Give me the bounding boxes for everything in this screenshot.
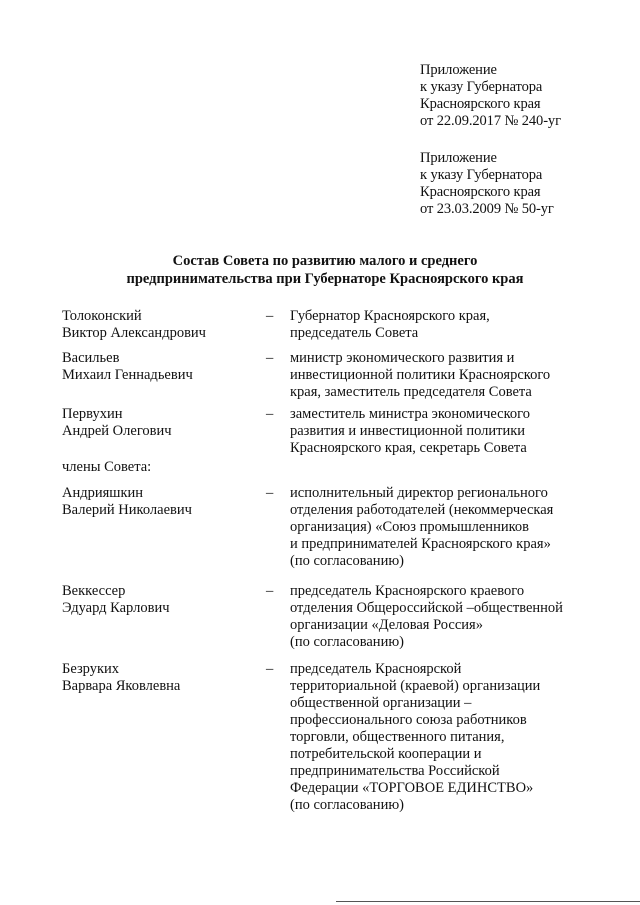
role-line: организация) «Союз промышленников bbox=[290, 519, 529, 535]
members-label: члены Совета: bbox=[62, 459, 152, 475]
role-line: председатель Красноярской bbox=[290, 661, 462, 677]
member-role bbox=[290, 583, 620, 651]
member-name bbox=[62, 350, 262, 384]
role-line: (по согласованию) bbox=[290, 634, 404, 650]
dash-separator: – bbox=[266, 406, 274, 422]
role-line: общественной организации – bbox=[290, 695, 472, 711]
document-title bbox=[90, 252, 560, 288]
role-line: министр экономического развития и bbox=[290, 350, 515, 366]
member-surname: Безруких bbox=[62, 661, 120, 677]
member-surname: Васильев bbox=[62, 350, 120, 366]
role-line: председатель Совета bbox=[290, 325, 419, 341]
member-name bbox=[62, 406, 262, 440]
member-given-names: Эдуард Карлович bbox=[62, 600, 170, 616]
member-name bbox=[62, 485, 262, 519]
role-line: (по согласованию) bbox=[290, 797, 404, 813]
member-role bbox=[290, 350, 620, 401]
member-surname: Андрияшкин bbox=[62, 485, 144, 501]
role-line: Красноярского края, секретарь Совета bbox=[290, 440, 527, 456]
dash-separator: – bbox=[266, 583, 274, 599]
member-given-names: Валерий Николаевич bbox=[62, 502, 192, 518]
annex-line: от 22.09.2017 № 240-уг bbox=[420, 113, 561, 129]
member-name bbox=[62, 583, 262, 617]
role-line: предпринимательства Российской bbox=[290, 763, 500, 779]
annex-line: к указу Губернатора bbox=[420, 79, 543, 95]
annex-line: Приложение bbox=[420, 62, 497, 78]
role-line: заместитель министра экономического bbox=[290, 406, 531, 422]
role-line: (по согласованию) bbox=[290, 553, 404, 569]
member-name bbox=[62, 661, 262, 695]
member-role bbox=[290, 308, 620, 342]
role-line: председатель Красноярского краевого bbox=[290, 583, 525, 599]
role-line: Федерации «ТОРГОВОЕ ЕДИНСТВО» bbox=[290, 780, 534, 796]
annex-line: Красноярского края bbox=[420, 184, 541, 200]
annex-line: от 23.03.2009 № 50-уг bbox=[420, 201, 554, 217]
title-line: предпринимательства при Губернаторе Красноярского края bbox=[126, 271, 524, 287]
member-role bbox=[290, 406, 620, 457]
role-line: края, заместитель председателя Совета bbox=[290, 384, 532, 400]
member-surname: Толоконский bbox=[62, 308, 142, 324]
member-given-names: Михаил Геннадьевич bbox=[62, 367, 193, 383]
annex-line: к указу Губернатора bbox=[420, 167, 543, 183]
role-line: Губернатор Красноярского края, bbox=[290, 308, 490, 324]
role-line: организации «Деловая Россия» bbox=[290, 617, 483, 633]
role-line: профессионального союза работников bbox=[290, 712, 527, 728]
role-line: и предпринимателей Красноярского края» bbox=[290, 536, 551, 552]
role-line: инвестиционной политики Красноярского bbox=[290, 367, 551, 383]
role-line: развития и инвестиционной политики bbox=[290, 423, 526, 439]
role-line: торговли, общественного питания, bbox=[290, 729, 505, 745]
member-name bbox=[62, 308, 262, 342]
member-given-names: Андрей Олегович bbox=[62, 423, 172, 439]
role-line: исполнительный директор регионального bbox=[290, 485, 548, 501]
dash-separator: – bbox=[266, 308, 274, 324]
member-surname: Веккессер bbox=[62, 583, 126, 599]
role-line: отделения работодателей (некоммерческая bbox=[290, 502, 554, 518]
member-surname: Первухин bbox=[62, 406, 123, 422]
annex-line: Красноярского края bbox=[420, 96, 541, 112]
role-line: отделения Общероссийской –общественной bbox=[290, 600, 563, 616]
role-line: территориальной (краевой) организации bbox=[290, 678, 541, 694]
dash-separator: – bbox=[266, 350, 274, 366]
annex-block-original bbox=[420, 150, 620, 218]
dash-separator: – bbox=[266, 661, 274, 677]
dash-separator: – bbox=[266, 485, 274, 501]
role-line: потребительской кооперации и bbox=[290, 746, 482, 762]
page-bottom-rule bbox=[336, 901, 640, 902]
member-given-names: Виктор Александрович bbox=[62, 325, 206, 341]
member-role bbox=[290, 485, 620, 570]
annex-block-current bbox=[420, 62, 620, 130]
title-line: Состав Совета по развитию малого и среднего bbox=[172, 253, 478, 269]
member-given-names: Варвара Яковлевна bbox=[62, 678, 181, 694]
member-role bbox=[290, 661, 620, 814]
annex-line: Приложение bbox=[420, 150, 497, 166]
